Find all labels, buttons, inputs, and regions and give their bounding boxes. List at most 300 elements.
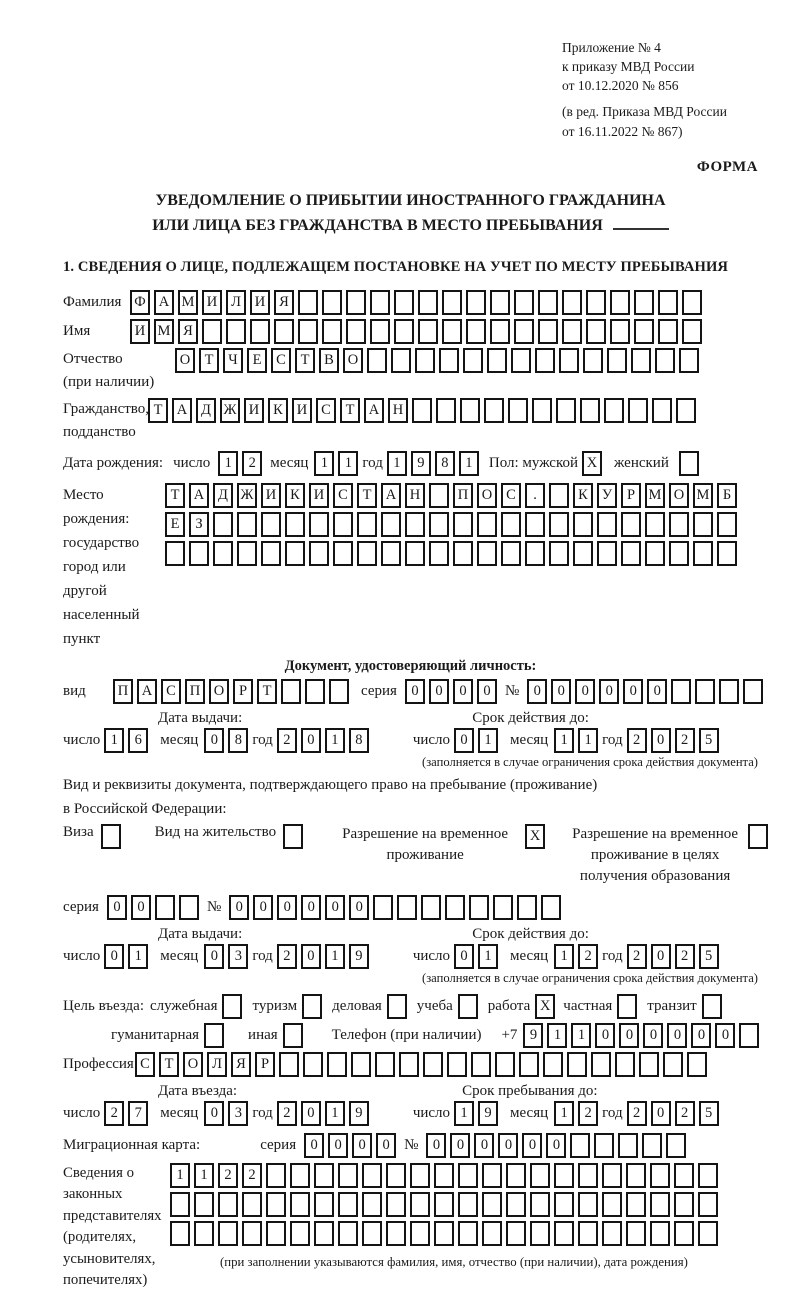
form-cell[interactable] xyxy=(397,895,417,920)
form-cell[interactable]: 0 xyxy=(599,679,619,704)
form-cell[interactable]: 2 xyxy=(578,1101,598,1126)
form-cell[interactable] xyxy=(314,1163,334,1188)
form-cell[interactable]: Ж xyxy=(237,483,257,508)
form-cell[interactable] xyxy=(453,541,473,566)
form-cell[interactable] xyxy=(303,1052,323,1077)
form-cell[interactable] xyxy=(189,541,209,566)
form-cell[interactable] xyxy=(298,290,318,315)
form-cell[interactable] xyxy=(573,541,593,566)
form-cell[interactable]: 2 xyxy=(578,944,598,969)
form-cell[interactable] xyxy=(511,348,531,373)
form-cell[interactable] xyxy=(663,1052,683,1077)
form-cell[interactable] xyxy=(549,512,569,537)
form-cell[interactable]: 2 xyxy=(627,728,647,753)
form-cell[interactable]: 0 xyxy=(301,944,321,969)
form-cell[interactable] xyxy=(261,541,281,566)
form-cell[interactable] xyxy=(658,319,678,344)
form-cell[interactable] xyxy=(213,512,233,537)
form-cell[interactable]: 3 xyxy=(228,1101,248,1126)
form-cell[interactable]: 2 xyxy=(277,1101,297,1126)
form-cell[interactable] xyxy=(338,1163,358,1188)
form-cell[interactable] xyxy=(594,1133,614,1158)
form-cell[interactable] xyxy=(698,1192,718,1217)
form-cell[interactable] xyxy=(586,290,606,315)
form-cell[interactable] xyxy=(698,1221,718,1246)
form-cell[interactable] xyxy=(410,1192,430,1217)
form-cell[interactable] xyxy=(717,512,737,537)
form-cell[interactable] xyxy=(652,398,672,423)
form-cell[interactable] xyxy=(562,319,582,344)
form-cell[interactable] xyxy=(482,1192,502,1217)
form-cell[interactable]: 5 xyxy=(699,944,719,969)
form-cell[interactable] xyxy=(381,541,401,566)
form-cell[interactable]: 0 xyxy=(204,1101,224,1126)
form-cell[interactable] xyxy=(626,1192,646,1217)
form-cell[interactable]: 5 xyxy=(699,1101,719,1126)
form-cell[interactable] xyxy=(477,512,497,537)
form-cell[interactable]: О xyxy=(209,679,229,704)
form-cell[interactable]: 2 xyxy=(627,1101,647,1126)
form-cell[interactable] xyxy=(674,1163,694,1188)
form-cell[interactable]: 0 xyxy=(651,944,671,969)
form-cell[interactable]: 2 xyxy=(277,728,297,753)
form-cell[interactable] xyxy=(314,1221,334,1246)
form-cell[interactable] xyxy=(621,541,641,566)
form-cell[interactable] xyxy=(610,319,630,344)
form-cell[interactable]: 0 xyxy=(691,1023,711,1048)
form-cell[interactable]: Я xyxy=(274,290,294,315)
form-cell[interactable] xyxy=(645,512,665,537)
form-cell[interactable]: 0 xyxy=(453,679,473,704)
form-cell[interactable] xyxy=(607,348,627,373)
form-cell[interactable] xyxy=(445,895,465,920)
form-cell[interactable] xyxy=(381,512,401,537)
form-cell[interactable]: А xyxy=(381,483,401,508)
form-cell[interactable] xyxy=(695,679,715,704)
form-cell[interactable] xyxy=(222,994,242,1019)
form-cell[interactable]: 0 xyxy=(651,728,671,753)
form-cell[interactable]: 0 xyxy=(715,1023,735,1048)
form-cell[interactable]: 2 xyxy=(675,728,695,753)
form-cell[interactable] xyxy=(556,398,576,423)
form-cell[interactable] xyxy=(621,512,641,537)
form-cell[interactable]: 0 xyxy=(450,1133,470,1158)
form-cell[interactable] xyxy=(410,1221,430,1246)
form-cell[interactable]: 9 xyxy=(349,944,369,969)
form-cell[interactable]: П xyxy=(453,483,473,508)
form-cell[interactable]: Р xyxy=(255,1052,275,1077)
form-cell[interactable] xyxy=(394,290,414,315)
form-cell[interactable]: 2 xyxy=(675,1101,695,1126)
form-cell[interactable] xyxy=(370,319,390,344)
form-cell[interactable] xyxy=(650,1192,670,1217)
form-cell[interactable] xyxy=(538,319,558,344)
form-cell[interactable] xyxy=(333,512,353,537)
form-cell[interactable] xyxy=(405,541,425,566)
form-cell[interactable] xyxy=(517,895,537,920)
form-cell[interactable]: Ж xyxy=(220,398,240,423)
form-cell[interactable] xyxy=(357,541,377,566)
form-cell[interactable]: К xyxy=(573,483,593,508)
form-cell[interactable] xyxy=(261,512,281,537)
form-cell[interactable]: И xyxy=(292,398,312,423)
form-cell[interactable]: X xyxy=(535,994,555,1019)
form-cell[interactable] xyxy=(586,319,606,344)
form-cell[interactable] xyxy=(434,1221,454,1246)
form-cell[interactable] xyxy=(434,1192,454,1217)
form-cell[interactable] xyxy=(447,1052,467,1077)
form-cell[interactable]: Т xyxy=(165,483,185,508)
form-cell[interactable]: Т xyxy=(257,679,277,704)
form-cell[interactable]: X xyxy=(582,451,602,476)
form-cell[interactable] xyxy=(532,398,552,423)
form-cell[interactable] xyxy=(170,1192,190,1217)
form-cell[interactable]: С xyxy=(333,483,353,508)
form-cell[interactable] xyxy=(367,348,387,373)
form-cell[interactable] xyxy=(322,290,342,315)
form-cell[interactable] xyxy=(333,541,353,566)
form-cell[interactable] xyxy=(482,1163,502,1188)
form-cell[interactable] xyxy=(434,1163,454,1188)
form-cell[interactable] xyxy=(602,1221,622,1246)
form-cell[interactable]: X xyxy=(525,824,545,849)
form-cell[interactable] xyxy=(346,319,366,344)
form-cell[interactable]: 0 xyxy=(595,1023,615,1048)
form-cell[interactable] xyxy=(218,1221,238,1246)
form-cell[interactable] xyxy=(362,1163,382,1188)
form-cell[interactable] xyxy=(242,1221,262,1246)
form-cell[interactable] xyxy=(346,290,366,315)
form-cell[interactable] xyxy=(530,1221,550,1246)
form-cell[interactable]: А xyxy=(189,483,209,508)
form-cell[interactable] xyxy=(617,994,637,1019)
form-cell[interactable]: М xyxy=(693,483,713,508)
form-cell[interactable] xyxy=(179,895,199,920)
form-cell[interactable] xyxy=(429,541,449,566)
form-cell[interactable] xyxy=(471,1052,491,1077)
form-cell[interactable]: Н xyxy=(405,483,425,508)
form-cell[interactable]: 0 xyxy=(667,1023,687,1048)
form-cell[interactable] xyxy=(679,451,699,476)
form-cell[interactable]: Я xyxy=(178,319,198,344)
form-cell[interactable] xyxy=(204,1023,224,1048)
form-cell[interactable] xyxy=(250,319,270,344)
form-cell[interactable] xyxy=(290,1221,310,1246)
form-cell[interactable] xyxy=(373,895,393,920)
form-cell[interactable] xyxy=(482,1221,502,1246)
form-cell[interactable]: М xyxy=(178,290,198,315)
form-cell[interactable] xyxy=(604,398,624,423)
form-cell[interactable]: 0 xyxy=(527,679,547,704)
form-cell[interactable]: З xyxy=(189,512,209,537)
form-cell[interactable]: П xyxy=(185,679,205,704)
form-cell[interactable] xyxy=(554,1192,574,1217)
form-cell[interactable]: 0 xyxy=(304,1133,324,1158)
form-cell[interactable]: Р xyxy=(233,679,253,704)
form-cell[interactable]: В xyxy=(319,348,339,373)
form-cell[interactable] xyxy=(525,512,545,537)
form-cell[interactable] xyxy=(285,512,305,537)
form-cell[interactable]: К xyxy=(285,483,305,508)
form-cell[interactable]: С xyxy=(161,679,181,704)
form-cell[interactable] xyxy=(242,1192,262,1217)
form-cell[interactable]: О xyxy=(343,348,363,373)
form-cell[interactable]: 0 xyxy=(204,944,224,969)
form-cell[interactable] xyxy=(549,483,569,508)
form-cell[interactable]: Ч xyxy=(223,348,243,373)
form-cell[interactable] xyxy=(570,1133,590,1158)
form-cell[interactable] xyxy=(375,1052,395,1077)
form-cell[interactable]: 0 xyxy=(325,895,345,920)
form-cell[interactable]: 1 xyxy=(554,728,574,753)
form-cell[interactable]: Р xyxy=(621,483,641,508)
form-cell[interactable] xyxy=(717,541,737,566)
form-cell[interactable] xyxy=(429,483,449,508)
form-cell[interactable] xyxy=(283,1023,303,1048)
form-cell[interactable] xyxy=(484,398,504,423)
form-cell[interactable] xyxy=(682,319,702,344)
form-cell[interactable] xyxy=(748,824,768,849)
form-cell[interactable]: И xyxy=(250,290,270,315)
form-cell[interactable]: 0 xyxy=(301,895,321,920)
form-cell[interactable] xyxy=(386,1221,406,1246)
form-cell[interactable]: 1 xyxy=(104,728,124,753)
form-cell[interactable]: Я xyxy=(231,1052,251,1077)
form-cell[interactable]: 2 xyxy=(104,1101,124,1126)
form-cell[interactable] xyxy=(490,319,510,344)
form-cell[interactable]: М xyxy=(645,483,665,508)
form-cell[interactable]: 0 xyxy=(301,728,321,753)
form-cell[interactable]: 0 xyxy=(474,1133,494,1158)
form-cell[interactable] xyxy=(543,1052,563,1077)
form-cell[interactable] xyxy=(698,1163,718,1188)
form-cell[interactable]: У xyxy=(597,483,617,508)
form-cell[interactable] xyxy=(591,1052,611,1077)
form-cell[interactable] xyxy=(439,348,459,373)
form-cell[interactable]: 1 xyxy=(325,944,345,969)
form-cell[interactable] xyxy=(305,679,325,704)
form-cell[interactable] xyxy=(578,1163,598,1188)
form-cell[interactable] xyxy=(266,1221,286,1246)
form-cell[interactable]: 0 xyxy=(349,895,369,920)
form-cell[interactable]: П xyxy=(113,679,133,704)
form-cell[interactable] xyxy=(442,319,462,344)
form-cell[interactable]: 1 xyxy=(128,944,148,969)
form-cell[interactable]: 5 xyxy=(699,728,719,753)
form-cell[interactable]: Д xyxy=(196,398,216,423)
form-cell[interactable]: Т xyxy=(357,483,377,508)
form-cell[interactable] xyxy=(559,348,579,373)
form-cell[interactable]: А xyxy=(154,290,174,315)
form-cell[interactable]: 0 xyxy=(229,895,249,920)
form-cell[interactable] xyxy=(281,679,301,704)
form-cell[interactable] xyxy=(567,1052,587,1077)
form-cell[interactable]: 0 xyxy=(498,1133,518,1158)
form-cell[interactable]: 3 xyxy=(228,944,248,969)
form-cell[interactable] xyxy=(628,398,648,423)
form-cell[interactable] xyxy=(453,512,473,537)
form-cell[interactable]: О xyxy=(669,483,689,508)
form-cell[interactable] xyxy=(327,1052,347,1077)
form-cell[interactable] xyxy=(290,1163,310,1188)
form-cell[interactable]: Д xyxy=(213,483,233,508)
form-cell[interactable]: 9 xyxy=(523,1023,543,1048)
form-cell[interactable] xyxy=(626,1163,646,1188)
form-cell[interactable] xyxy=(314,1192,334,1217)
form-cell[interactable]: 6 xyxy=(128,728,148,753)
form-cell[interactable] xyxy=(693,541,713,566)
form-cell[interactable]: Т xyxy=(340,398,360,423)
form-cell[interactable]: 0 xyxy=(454,728,474,753)
form-cell[interactable]: 2 xyxy=(218,1163,238,1188)
form-cell[interactable] xyxy=(639,1052,659,1077)
form-cell[interactable]: 0 xyxy=(651,1101,671,1126)
form-cell[interactable] xyxy=(436,398,456,423)
form-cell[interactable] xyxy=(309,512,329,537)
form-cell[interactable] xyxy=(650,1221,670,1246)
form-cell[interactable] xyxy=(506,1221,526,1246)
form-cell[interactable]: С xyxy=(316,398,336,423)
form-cell[interactable] xyxy=(645,541,665,566)
form-cell[interactable]: 1 xyxy=(314,451,334,476)
form-cell[interactable]: 2 xyxy=(242,451,262,476)
form-cell[interactable] xyxy=(573,512,593,537)
form-cell[interactable]: 1 xyxy=(554,1101,574,1126)
form-cell[interactable]: С xyxy=(501,483,521,508)
form-cell[interactable]: 1 xyxy=(478,728,498,753)
form-cell[interactable]: 9 xyxy=(411,451,431,476)
form-cell[interactable] xyxy=(391,348,411,373)
form-cell[interactable] xyxy=(549,541,569,566)
form-cell[interactable]: И xyxy=(244,398,264,423)
form-cell[interactable] xyxy=(442,290,462,315)
form-cell[interactable]: 1 xyxy=(218,451,238,476)
form-cell[interactable] xyxy=(541,895,561,920)
form-cell[interactable] xyxy=(610,290,630,315)
form-cell[interactable]: 0 xyxy=(328,1133,348,1158)
form-cell[interactable]: И xyxy=(202,290,222,315)
form-cell[interactable] xyxy=(213,541,233,566)
form-cell[interactable]: 1 xyxy=(170,1163,190,1188)
form-cell[interactable] xyxy=(226,319,246,344)
form-cell[interactable] xyxy=(466,319,486,344)
form-cell[interactable] xyxy=(719,679,739,704)
form-cell[interactable]: 8 xyxy=(349,728,369,753)
form-cell[interactable]: О xyxy=(477,483,497,508)
form-cell[interactable] xyxy=(387,994,407,1019)
form-cell[interactable] xyxy=(412,398,432,423)
form-cell[interactable] xyxy=(338,1221,358,1246)
form-cell[interactable]: 1 xyxy=(194,1163,214,1188)
form-cell[interactable]: А xyxy=(137,679,157,704)
form-cell[interactable]: Т xyxy=(199,348,219,373)
form-cell[interactable]: 0 xyxy=(131,895,151,920)
form-cell[interactable] xyxy=(501,512,521,537)
form-cell[interactable] xyxy=(418,319,438,344)
form-cell[interactable]: Н xyxy=(388,398,408,423)
form-cell[interactable]: 1 xyxy=(459,451,479,476)
form-cell[interactable] xyxy=(676,398,696,423)
form-cell[interactable]: С xyxy=(135,1052,155,1077)
form-cell[interactable] xyxy=(514,290,534,315)
form-cell[interactable] xyxy=(386,1192,406,1217)
form-cell[interactable] xyxy=(554,1163,574,1188)
form-cell[interactable]: 1 xyxy=(338,451,358,476)
form-cell[interactable] xyxy=(618,1133,638,1158)
form-cell[interactable] xyxy=(679,348,699,373)
form-cell[interactable]: Б xyxy=(717,483,737,508)
form-cell[interactable] xyxy=(642,1133,662,1158)
form-cell[interactable] xyxy=(602,1192,622,1217)
form-cell[interactable] xyxy=(634,290,654,315)
form-cell[interactable] xyxy=(469,895,489,920)
form-cell[interactable] xyxy=(298,319,318,344)
form-cell[interactable]: 8 xyxy=(435,451,455,476)
form-cell[interactable] xyxy=(743,679,763,704)
form-cell[interactable] xyxy=(202,319,222,344)
form-cell[interactable]: 0 xyxy=(454,944,474,969)
form-cell[interactable]: Ф xyxy=(130,290,150,315)
form-cell[interactable] xyxy=(669,541,689,566)
form-cell[interactable]: 0 xyxy=(546,1133,566,1158)
form-cell[interactable]: 0 xyxy=(477,679,497,704)
form-cell[interactable]: Т xyxy=(159,1052,179,1077)
form-cell[interactable]: Л xyxy=(226,290,246,315)
form-cell[interactable] xyxy=(194,1221,214,1246)
form-cell[interactable] xyxy=(194,1192,214,1217)
form-cell[interactable]: 1 xyxy=(478,944,498,969)
form-cell[interactable] xyxy=(285,541,305,566)
form-cell[interactable] xyxy=(493,895,513,920)
form-cell[interactable] xyxy=(429,512,449,537)
form-cell[interactable] xyxy=(237,541,257,566)
form-cell[interactable] xyxy=(386,1163,406,1188)
form-cell[interactable]: 0 xyxy=(643,1023,663,1048)
form-cell[interactable] xyxy=(597,512,617,537)
form-cell[interactable] xyxy=(487,348,507,373)
form-cell[interactable] xyxy=(626,1221,646,1246)
form-cell[interactable]: 0 xyxy=(277,895,297,920)
form-cell[interactable]: А xyxy=(172,398,192,423)
form-cell[interactable]: 1 xyxy=(554,944,574,969)
form-cell[interactable] xyxy=(519,1052,539,1077)
form-cell[interactable] xyxy=(655,348,675,373)
form-cell[interactable]: 1 xyxy=(571,1023,591,1048)
form-cell[interactable]: 0 xyxy=(352,1133,372,1158)
form-cell[interactable] xyxy=(501,541,521,566)
form-cell[interactable] xyxy=(580,398,600,423)
form-cell[interactable]: 0 xyxy=(204,728,224,753)
form-cell[interactable]: 0 xyxy=(405,679,425,704)
form-cell[interactable] xyxy=(658,290,678,315)
form-cell[interactable] xyxy=(370,290,390,315)
form-cell[interactable] xyxy=(578,1192,598,1217)
form-cell[interactable] xyxy=(458,994,478,1019)
form-cell[interactable]: 0 xyxy=(575,679,595,704)
form-cell[interactable] xyxy=(554,1221,574,1246)
form-cell[interactable] xyxy=(578,1221,598,1246)
form-cell[interactable]: 1 xyxy=(387,451,407,476)
form-cell[interactable]: 9 xyxy=(349,1101,369,1126)
form-cell[interactable] xyxy=(506,1192,526,1217)
form-cell[interactable] xyxy=(329,679,349,704)
form-cell[interactable] xyxy=(405,512,425,537)
form-cell[interactable] xyxy=(418,290,438,315)
form-cell[interactable] xyxy=(702,994,722,1019)
form-cell[interactable] xyxy=(530,1163,550,1188)
form-cell[interactable]: 0 xyxy=(551,679,571,704)
form-cell[interactable] xyxy=(237,512,257,537)
